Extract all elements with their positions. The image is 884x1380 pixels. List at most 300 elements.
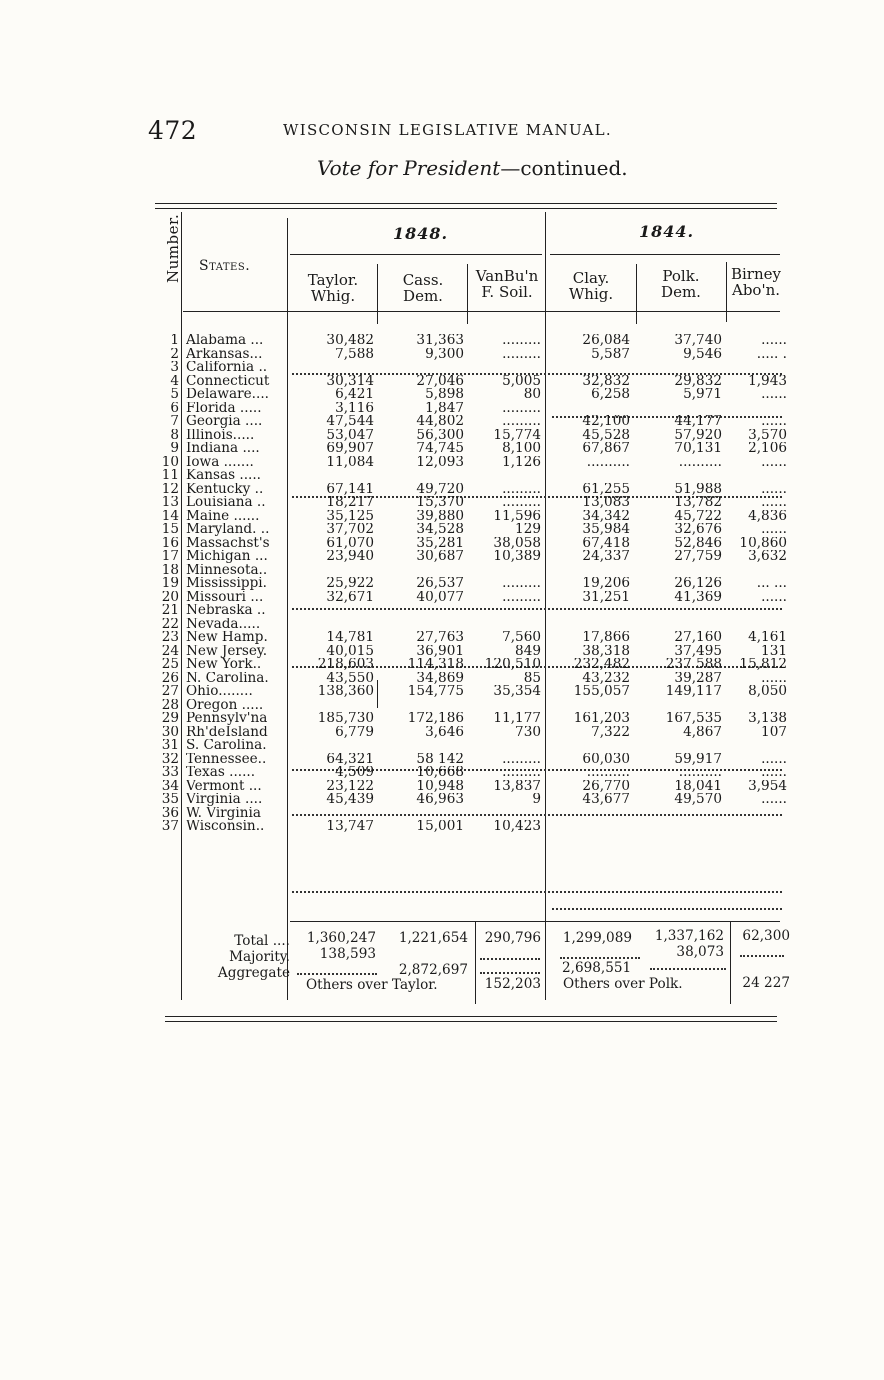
vanburen-votes-cell: 10,389 — [493, 550, 541, 564]
birney-votes-cell: ...... — [761, 455, 787, 469]
clay-votes-cell: 67,867 — [582, 442, 630, 456]
vanburen-votes-cell: 15,774 — [493, 428, 541, 442]
taylor-header — [290, 272, 376, 304]
vanburen-votes-cell: 129 — [515, 523, 541, 537]
polk-votes-cell: 149,117 — [665, 685, 722, 699]
polk-votes-cell — [640, 402, 722, 416]
taylor-votes-cell: 25,922 — [326, 577, 374, 591]
taylor-votes-cell — [292, 361, 374, 375]
col-line-number — [181, 212, 182, 1000]
state-name-cell: Rh'deIsland — [186, 725, 268, 739]
row-number-column — [146, 334, 179, 834]
state-name-cell: Minnesota.. — [186, 563, 268, 577]
birney-votes-cell: ...... — [761, 496, 787, 510]
birney-header — [726, 266, 786, 298]
clay-votes-cell — [550, 807, 630, 821]
cass-votes-cell: 44,802 — [416, 415, 464, 429]
cass-votes-cell: 36,901 — [416, 644, 464, 658]
vanburen-votes-cell: 730 — [515, 725, 541, 739]
vanburen-votes-cell: ......... — [502, 415, 541, 429]
birney-votes-cell: 4,161 — [748, 631, 787, 645]
taylor-votes-cell: 61,070 — [326, 536, 374, 550]
birney-votes-cell — [730, 564, 787, 578]
clay-column — [550, 334, 630, 834]
vanburen-votes-cell: ......... — [502, 590, 541, 604]
taylor-votes-cell: 3,116 — [335, 401, 374, 415]
cass-votes-cell — [382, 604, 464, 618]
taylor-votes-cell: 43,550 — [326, 671, 374, 685]
polk-votes-cell: 4,867 — [683, 725, 722, 739]
row-number-cell: 18 — [161, 563, 179, 577]
cass-votes-cell: 56,300 — [416, 428, 464, 442]
row-number-cell: 13 — [161, 496, 179, 510]
birney-votes-cell — [730, 618, 787, 632]
clay-votes-cell: 155,057 — [573, 685, 630, 699]
taylor-majority: 138,593 — [319, 946, 376, 962]
vanburen-votes-cell: ......... — [502, 766, 541, 780]
taylor-votes-cell: 45,439 — [326, 793, 374, 807]
polk-votes-cell — [640, 820, 722, 834]
taylor-votes-cell: 13,747 — [326, 820, 374, 834]
clay-votes-cell — [550, 699, 630, 713]
birney-votes-cell: 3,570 — [748, 428, 787, 442]
clay-votes-cell: 34,342 — [582, 509, 630, 523]
cass-votes-cell: 31,363 — [416, 334, 464, 348]
polk-votes-cell: 59,917 — [674, 752, 722, 766]
polk-votes-cell: 45,722 — [674, 509, 722, 523]
state-name-cell: Illinois..... — [186, 428, 255, 442]
totals-leader — [560, 957, 640, 959]
state-name-cell: Indiana .... — [186, 442, 260, 456]
birney-votes-cell — [730, 807, 787, 821]
vanburen-name: VanBu'n — [475, 267, 539, 285]
polk-majority: 38,073 — [676, 944, 724, 960]
birney-votes-cell: 10,860 — [739, 536, 787, 550]
vanburen-votes-cell — [470, 469, 541, 483]
polk-votes-cell: 32,676 — [674, 523, 722, 537]
majority-label: Majority. — [229, 949, 290, 965]
vanburen-votes-cell: 13,837 — [493, 779, 541, 793]
state-name-cell: Maine ...... — [186, 509, 260, 523]
cass-votes-cell: 27,763 — [416, 631, 464, 645]
state-name-cell: Ohio........ — [186, 685, 253, 699]
birney-votes-cell: ... ... — [756, 577, 787, 591]
polk-votes-cell — [640, 469, 722, 483]
col-line-vanburen — [545, 212, 546, 1000]
taylor-party: Whig. — [310, 287, 356, 305]
polk-votes-cell: 44,177 — [674, 415, 722, 429]
cass-votes-cell: 40,077 — [416, 590, 464, 604]
polk-votes-cell: 37,495 — [674, 644, 722, 658]
clay-votes-cell: 61,255 — [582, 482, 630, 496]
state-name-cell: California .. — [186, 361, 268, 375]
running-head: WISCONSIN LEGISLATIVE MANUAL. — [283, 121, 612, 139]
cass-votes-cell: 114,318 — [407, 658, 464, 672]
totals-leader — [480, 972, 540, 974]
cass-votes-cell: 34,869 — [416, 671, 464, 685]
clay-votes-cell: 17,866 — [582, 631, 630, 645]
taylor-total: 1,360,247 — [306, 930, 376, 946]
cass-votes-cell: 49,720 — [416, 482, 464, 496]
taylor-votes-cell: 11,084 — [326, 455, 374, 469]
row-number-cell: 19 — [161, 577, 179, 591]
birney-votes-cell — [730, 820, 787, 834]
row-number-cell: 10 — [161, 455, 179, 469]
birney-votes-cell — [730, 739, 787, 753]
row-number-cell: 25 — [161, 658, 179, 672]
row-number-cell: 27 — [161, 685, 179, 699]
taylor-votes-cell: 4,509 — [335, 766, 374, 780]
cass-votes-cell: 15,370 — [416, 496, 464, 510]
row-number-cell: 17 — [161, 550, 179, 564]
taylor-votes-cell: 23,940 — [326, 550, 374, 564]
vanburen-votes-cell — [470, 807, 541, 821]
row-number-cell: 7 — [170, 415, 179, 429]
year-underline-1848 — [290, 254, 542, 255]
row-number-cell: 21 — [161, 604, 179, 618]
birney-votes-cell: ...... — [761, 523, 787, 537]
state-name-cell: New Jersey. — [186, 644, 268, 658]
taylor-votes-cell: 18,217 — [326, 496, 374, 510]
polk-column — [640, 334, 722, 834]
row-number-cell: 34 — [161, 779, 179, 793]
clay-votes-cell: 45,528 — [582, 428, 630, 442]
year-underline-1844 — [550, 254, 780, 255]
polk-votes-cell: 167,535 — [665, 712, 722, 726]
state-name-cell: Pennsylv'na — [186, 712, 268, 726]
vanburen-votes-cell: ......... — [502, 752, 541, 766]
cass-votes-cell — [382, 469, 464, 483]
taylor-votes-cell: 67,141 — [326, 482, 374, 496]
birney-votes-cell: ...... — [761, 334, 787, 348]
clay-votes-cell — [550, 604, 630, 618]
year-1844: 1844. — [639, 222, 695, 241]
cass-votes-cell — [382, 699, 464, 713]
taylor-votes-cell: 7,588 — [335, 347, 374, 361]
birney-others: 24 227 — [742, 975, 790, 991]
polk-votes-cell — [640, 618, 722, 632]
vanburen-votes-cell: 120,510 — [484, 658, 541, 672]
polk-votes-cell: 39,287 — [674, 671, 722, 685]
vanburen-votes-cell: 1,126 — [502, 455, 541, 469]
row-separator — [552, 908, 782, 910]
taylor-votes-cell: 6,779 — [335, 725, 374, 739]
birney-name: Birney — [730, 265, 781, 283]
state-name-cell: Tennessee.. — [186, 752, 267, 766]
clay-votes-cell: 7,322 — [591, 725, 630, 739]
row-number-cell: 6 — [170, 401, 179, 415]
taylor-votes-cell: 47,544 — [326, 415, 374, 429]
cass-votes-cell: 9,300 — [425, 347, 464, 361]
birney-votes-cell: 3,632 — [748, 550, 787, 564]
totals-leader — [740, 955, 784, 957]
vanburen-votes-cell: 38,058 — [493, 536, 541, 550]
vanburen-votes-cell: ......... — [502, 347, 541, 361]
caption-italic: Vote for President — [317, 156, 501, 180]
row-number-cell: 33 — [161, 766, 179, 780]
birney-votes-cell — [730, 699, 787, 713]
polk-votes-cell: 237 588 — [665, 658, 722, 672]
taylor-votes-cell: 32,671 — [326, 590, 374, 604]
row-number-cell: 35 — [161, 793, 179, 807]
clay-votes-cell: 43,677 — [582, 793, 630, 807]
clay-votes-cell: 67,418 — [582, 536, 630, 550]
birney-votes-cell: ...... — [761, 793, 787, 807]
cass-votes-cell — [382, 739, 464, 753]
clay-votes-cell: .......... — [586, 766, 630, 780]
birney-votes-cell: ...... — [761, 590, 787, 604]
birney-votes-cell: ...... — [761, 766, 787, 780]
row-number-cell: 12 — [161, 482, 179, 496]
col-line-taylor — [377, 264, 378, 324]
birney-votes-cell — [730, 469, 787, 483]
row-number-cell: 26 — [161, 671, 179, 685]
vanburen-votes-cell: 849 — [515, 644, 541, 658]
vanburen-votes-cell — [470, 564, 541, 578]
cass-votes-cell — [382, 807, 464, 821]
cass-votes-cell: 154,775 — [407, 685, 464, 699]
vanburen-votes-cell — [470, 361, 541, 375]
cass-votes-cell: 1,847 — [425, 401, 464, 415]
aggregate-1844: 2,698,551 — [562, 960, 632, 976]
vanburen-votes-cell — [470, 739, 541, 753]
page-number: 472 — [148, 116, 198, 145]
polk-votes-cell: 27,160 — [674, 631, 722, 645]
state-name-cell: Florida ..... — [186, 401, 262, 415]
state-name-cell: Virginia .... — [186, 793, 263, 807]
taylor-votes-cell: 30,314 — [326, 374, 374, 388]
totals-rule — [290, 921, 780, 922]
polk-votes-cell: 13,782 — [674, 496, 722, 510]
state-name-cell: New York.. — [186, 658, 262, 672]
taylor-votes-cell: 35,125 — [326, 509, 374, 523]
birney-votes-cell — [730, 361, 787, 375]
birney-votes-cell — [730, 604, 787, 618]
clay-header — [548, 270, 634, 302]
birney-votes-cell: 8,050 — [748, 685, 787, 699]
vanburen-votes-cell: ......... — [502, 577, 541, 591]
cass-total: 1,221,654 — [398, 930, 468, 946]
taylor-votes-cell — [292, 807, 374, 821]
row-number-cell: 24 — [161, 644, 179, 658]
top-rule-2 — [155, 208, 777, 209]
state-name-cell: Iowa ....... — [186, 455, 254, 469]
polk-votes-cell: 9,546 — [683, 347, 722, 361]
cass-votes-cell: 26,537 — [416, 577, 464, 591]
state-name-cell: W. Virginia — [186, 806, 261, 820]
cass-votes-cell: 12,093 — [416, 455, 464, 469]
state-name-cell: Texas ...... — [186, 766, 256, 780]
cass-votes-cell: 34,528 — [416, 523, 464, 537]
taylor-votes-cell: 6,421 — [335, 388, 374, 402]
state-name-cell: Vermont ... — [186, 779, 262, 793]
cass-votes-cell: 15,001 — [416, 820, 464, 834]
vanburen-votes-cell: 9 — [532, 793, 541, 807]
state-name-cell: S. Carolina. — [186, 739, 267, 753]
others-over-taylor: Others over Taylor. — [306, 977, 438, 993]
row-number-cell: 32 — [161, 752, 179, 766]
vanburen-column — [470, 334, 541, 834]
vanburen-votes-cell: 10,423 — [493, 820, 541, 834]
row-number-cell: 8 — [170, 428, 179, 442]
state-name-cell: N. Carolina. — [186, 671, 269, 685]
clay-votes-cell — [550, 618, 630, 632]
birney-votes-cell: ...... — [761, 671, 787, 685]
vanburen-votes-cell: 11,177 — [493, 712, 541, 726]
polk-votes-cell — [640, 361, 722, 375]
vanburen-votes-cell — [470, 699, 541, 713]
birney-party: Abo'n. — [731, 281, 781, 299]
cass-votes-cell: 30,687 — [416, 550, 464, 564]
state-name-cell: Wisconsin.. — [186, 820, 265, 834]
row-number-cell: 1 — [170, 334, 179, 348]
birney-votes-cell: 3,138 — [748, 712, 787, 726]
state-name-cell: Nebraska .. — [186, 604, 266, 618]
clay-votes-cell: 161,203 — [573, 712, 630, 726]
vanburen-header — [468, 268, 546, 300]
year-1848: 1848. — [393, 224, 449, 243]
cass-votes-cell: 172,186 — [407, 712, 464, 726]
taylor-votes-cell: 185,730 — [317, 712, 374, 726]
state-name-cell: New Hamp. — [186, 631, 268, 645]
clay-votes-cell — [550, 402, 630, 416]
state-name-cell: Maryland. .. — [186, 523, 270, 537]
birney-votes-cell — [730, 402, 787, 416]
row-number-cell: 30 — [161, 725, 179, 739]
state-name-cell: Alabama ... — [186, 334, 264, 348]
clay-votes-cell: 5,587 — [591, 347, 630, 361]
row-number-cell: 23 — [161, 631, 179, 645]
taylor-column — [292, 334, 374, 834]
polk-total: 1,337,162 — [654, 928, 724, 944]
clay-votes-cell: 43,232 — [582, 671, 630, 685]
totals-leader — [297, 973, 377, 975]
clay-votes-cell: 26,084 — [582, 334, 630, 348]
cass-votes-cell: 35,281 — [416, 536, 464, 550]
state-name-cell: Connecticut — [186, 374, 270, 388]
cass-name: Cass. — [402, 271, 444, 289]
vanburen-votes-cell: 5,005 — [502, 374, 541, 388]
row-number-cell: 28 — [161, 698, 179, 712]
taylor-votes-cell: 138,360 — [317, 685, 374, 699]
polk-header — [638, 268, 724, 300]
cass-party: Dem. — [403, 287, 443, 305]
cass-votes-cell: 74,745 — [416, 442, 464, 456]
clay-votes-cell: 35,984 — [582, 523, 630, 537]
taylor-votes-cell — [292, 604, 374, 618]
aggregate-label: Aggregate — [217, 965, 290, 981]
birney-votes-cell: 4,836 — [748, 509, 787, 523]
state-name-cell: Mississippi. — [186, 577, 267, 591]
cass-votes-cell: 5,898 — [425, 388, 464, 402]
polk-votes-cell — [640, 807, 722, 821]
row-number-cell: 14 — [161, 509, 179, 523]
cass-votes-cell — [382, 564, 464, 578]
row-number-cell: 4 — [170, 374, 179, 388]
birney-column — [730, 334, 787, 834]
polk-name: Polk. — [662, 267, 700, 285]
vanburen-total: 290,796 — [484, 930, 541, 946]
cass-votes-cell — [382, 618, 464, 632]
states-header: States. — [199, 258, 251, 274]
taylor-name: Taylor. — [307, 271, 359, 289]
clay-votes-cell — [550, 820, 630, 834]
row-number-cell: 36 — [161, 806, 179, 820]
clay-votes-cell: 6,258 — [591, 388, 630, 402]
taylor-votes-cell: 40,015 — [326, 644, 374, 658]
row-number-cell: 5 — [170, 388, 179, 402]
birney-votes-cell: ...... — [761, 752, 787, 766]
vanburen-votes-cell — [470, 618, 541, 632]
taylor-votes-cell: 64,321 — [326, 752, 374, 766]
table-caption — [317, 156, 628, 180]
cass-header — [380, 272, 466, 304]
taylor-votes-cell: 30,482 — [326, 334, 374, 348]
birney-votes-cell: 1,943 — [748, 374, 787, 388]
polk-votes-cell: 41,369 — [674, 590, 722, 604]
bottom-rule-2 — [165, 1021, 777, 1022]
birney-total: 62,300 — [742, 928, 790, 944]
birney-votes-cell: 107 — [761, 725, 787, 739]
birney-votes-cell: 15,812 — [739, 658, 787, 672]
row-number-cell: 11 — [161, 469, 179, 483]
polk-votes-cell: 18,041 — [674, 779, 722, 793]
polk-votes-cell: .......... — [678, 455, 722, 469]
totals-leader — [650, 968, 726, 970]
cass-column — [382, 334, 464, 834]
vanburen-votes-cell: 85 — [523, 671, 541, 685]
taylor-votes-cell: 23,122 — [326, 779, 374, 793]
birney-votes-cell: ...... — [761, 415, 787, 429]
top-rule — [155, 203, 777, 204]
state-name-cell: Kansas ..... — [186, 469, 261, 483]
taylor-votes-cell — [292, 564, 374, 578]
vanburen-votes-cell: 35,354 — [493, 685, 541, 699]
state-name-cell: Michigan ... — [186, 550, 268, 564]
state-name-cell: Nevada..... — [186, 617, 261, 631]
polk-votes-cell — [640, 739, 722, 753]
polk-party: Dem. — [661, 283, 701, 301]
row-number-cell: 31 — [161, 739, 179, 753]
vanburen-votes-cell — [470, 604, 541, 618]
taylor-votes-cell: 14,781 — [326, 631, 374, 645]
clay-votes-cell: .......... — [586, 455, 630, 469]
clay-votes-cell: 26,770 — [582, 779, 630, 793]
state-name-cell: Kentucky .. — [186, 482, 264, 496]
vanburen-votes-cell: 8,100 — [502, 442, 541, 456]
clay-votes-cell: 24,337 — [582, 550, 630, 564]
col-line-cass-body — [377, 680, 378, 708]
total-label: Total .... — [234, 933, 290, 949]
cass-votes-cell: 58 142 — [416, 752, 464, 766]
row-number-cell: 3 — [170, 361, 179, 375]
row-separator — [292, 891, 782, 893]
cass-votes-cell: 46,963 — [416, 793, 464, 807]
cass-votes-cell: 39,880 — [416, 509, 464, 523]
clay-votes-cell — [550, 469, 630, 483]
row-number-cell: 29 — [161, 712, 179, 726]
clay-votes-cell: 31,251 — [582, 590, 630, 604]
header-bottom-rule — [183, 311, 780, 312]
vanburen-votes-cell: ......... — [502, 401, 541, 415]
vanburen-votes-cell: ......... — [502, 482, 541, 496]
polk-votes-cell: 52,846 — [674, 536, 722, 550]
polk-votes-cell: 26,126 — [674, 577, 722, 591]
row-number-cell: 20 — [161, 590, 179, 604]
row-number-cell: 15 — [161, 523, 179, 537]
clay-votes-cell: 13,083 — [582, 496, 630, 510]
state-name-cell: Louisiana .. — [186, 496, 266, 510]
